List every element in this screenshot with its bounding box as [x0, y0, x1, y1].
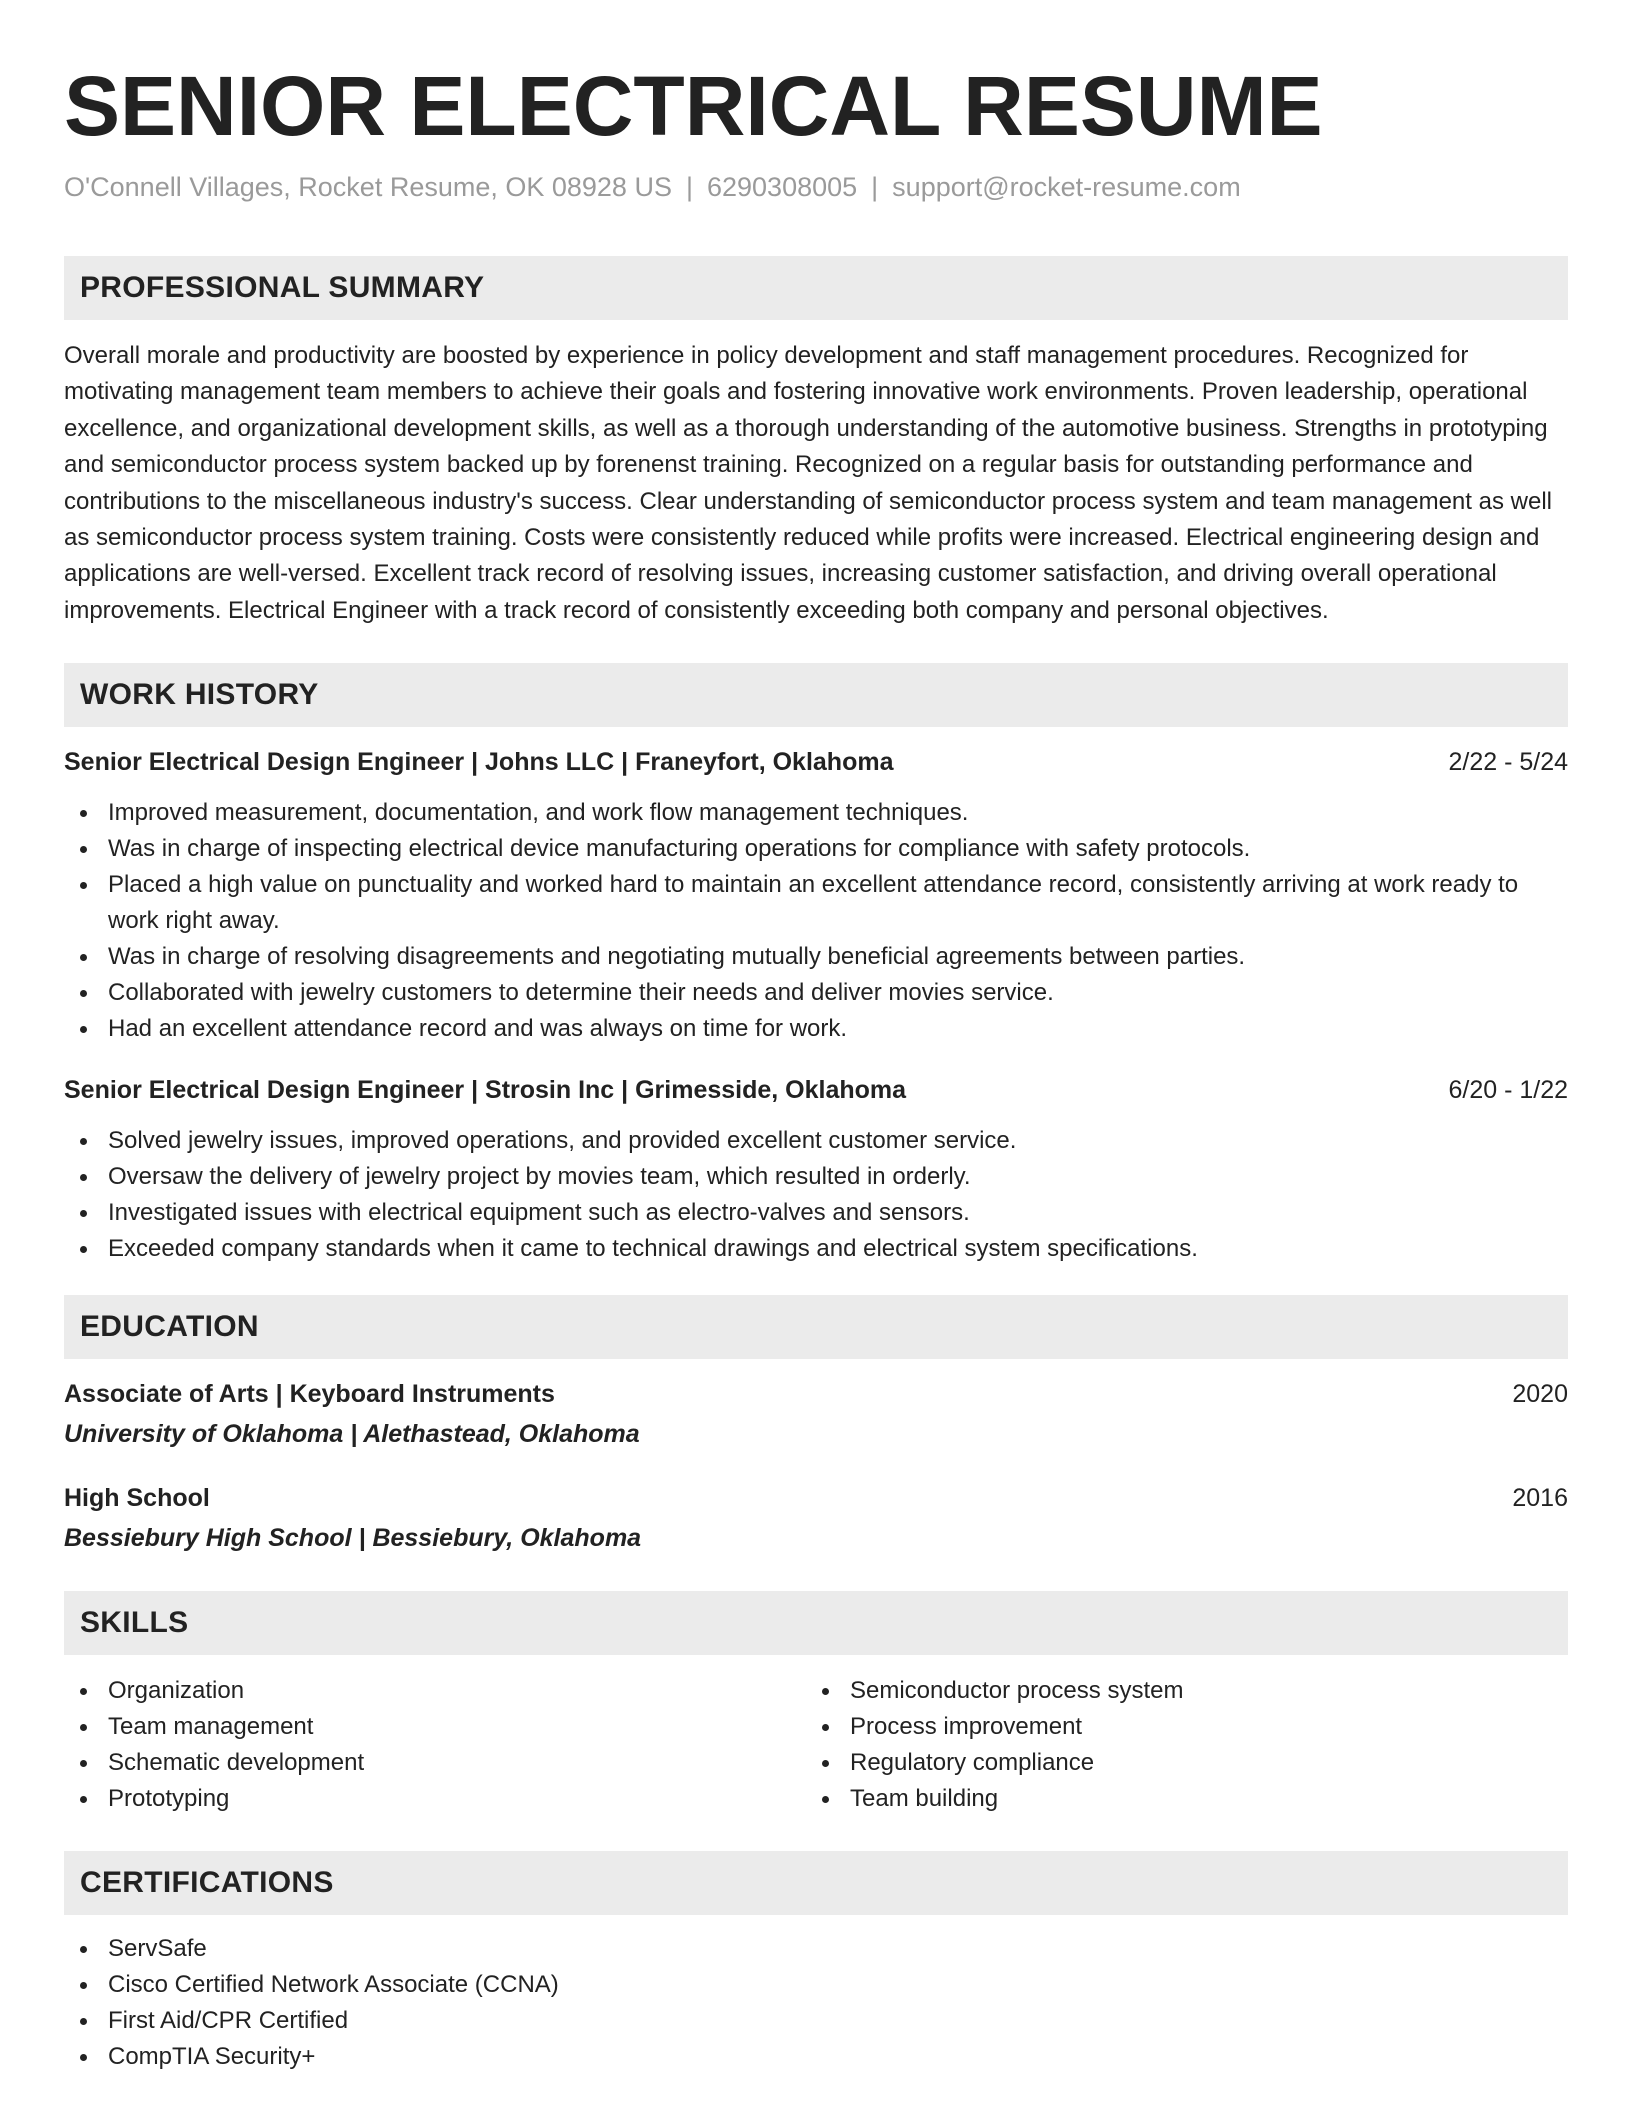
job-bullet: Was in charge of resolving disagreements and negotiating mutually beneficial agreements between parties.: [64, 939, 1568, 975]
education-entry: [64, 1481, 1568, 1555]
certification-item: First Aid/CPR Certified: [64, 2003, 1568, 2039]
job-header: [64, 1073, 1568, 1107]
job-bullet: Exceeded company standards when it came to technical drawings and electrical system specifications.: [64, 1231, 1568, 1267]
education-school: University of Oklahoma | Alethastead, Oklahoma: [64, 1420, 640, 1449]
job-bullet: Oversaw the delivery of jewelry project by movies team, which resulted in orderly.: [64, 1159, 1568, 1195]
education-entry: [64, 1377, 1568, 1451]
job-bullet: Improved measurement, documentation, and work flow management techniques.: [64, 795, 1568, 831]
job-bullet: Collaborated with jewelry customers to determine their needs and deliver movies service.: [64, 975, 1568, 1011]
contact-separator: |: [685, 172, 693, 202]
summary-paragraph: Overall morale and productivity are boosted by experience in policy development and staff management procedures. Recognized for motivating management team members to achieve their goals and fostering innovative work environments. Proven leadership, operational excellence, and organizational development skills, as well as a thorough understanding of the automotive business. Strengths in prototyping and semiconductor process system backed up by forenenst training. Recognized on a regular basis for outstanding performance and contributions to the miscellaneous industry's success. Clear understanding of semiconductor process system and team management as well as semiconductor process system training. Costs were consistently reduced while profits were increased. Electrical engineering design and applications are well-versed. Excellent track record of resolving issues, increasing customer satisfaction, and driving overall operational improvements. Electrical Engineer with a track record of consistently exceeding both company and personal objectives.: [64, 342, 1552, 624]
contact-separator: |: [871, 172, 879, 202]
job-bullets: [64, 1123, 1568, 1267]
certification-item: Cisco Certified Network Associate (CCNA): [64, 1967, 1568, 2003]
certification-item: CompTIA Security+: [64, 2039, 1568, 2075]
certifications-list: [64, 1931, 1568, 2075]
job-bullet: Was in charge of inspecting electrical device manufacturing operations for compliance with safety protocols.: [64, 831, 1568, 867]
section-header-summary: PROFESSIONAL SUMMARY: [64, 256, 1568, 320]
education-year: 2016: [1512, 1484, 1568, 1513]
job-title: Senior Electrical Design Engineer | Strosin Inc | Grimesside, Oklahoma: [64, 1076, 907, 1105]
education-year: 2020: [1512, 1380, 1568, 1409]
skill-item: Organization: [64, 1673, 806, 1709]
contact-address: O'Connell Villages, Rocket Resume, OK 08928 US: [64, 172, 672, 202]
job-bullet: Solved jewelry issues, improved operations, and provided excellent customer service.: [64, 1123, 1568, 1159]
job-entry: [64, 745, 1568, 1047]
section-header-education: EDUCATION: [64, 1295, 1568, 1359]
skill-item: Prototyping: [64, 1781, 806, 1817]
contact-phone: 6290308005: [706, 172, 858, 202]
education-school: Bessiebury High School | Bessiebury, Oklahoma: [64, 1524, 642, 1553]
contact-line: [64, 170, 1568, 204]
certification-item: ServSafe: [64, 1931, 1568, 1967]
skills-grid: [64, 1673, 1568, 1817]
job-dates: 6/20 - 1/22: [1448, 1076, 1568, 1105]
skills-column-right: [806, 1673, 1548, 1817]
skill-item: Schematic development: [64, 1745, 806, 1781]
skill-item: Process improvement: [806, 1709, 1548, 1745]
job-bullet: Had an excellent attendance record and was always on time for work.: [64, 1011, 1568, 1047]
job-bullet: Investigated issues with electrical equipment such as electro-valves and sensors.: [64, 1195, 1568, 1231]
job-dates: 2/22 - 5/24: [1448, 748, 1568, 777]
job-header: [64, 745, 1568, 779]
job-title: Senior Electrical Design Engineer | Johns LLC | Franeyfort, Oklahoma: [64, 748, 894, 777]
resume-title: SENIOR ELECTRICAL RESUME: [64, 59, 1323, 153]
education-header: [64, 1481, 1568, 1515]
skills-column-left: [64, 1673, 806, 1817]
skill-item: Team management: [64, 1709, 806, 1745]
education-header: [64, 1377, 1568, 1411]
skill-item: Regulatory compliance: [806, 1745, 1548, 1781]
skill-item: Team building: [806, 1781, 1548, 1817]
contact-email: support@rocket-resume.com: [892, 172, 1241, 202]
job-bullet: Placed a high value on punctuality and worked hard to maintain an excellent attendance record, consistently arriving at work ready to work right away.: [64, 867, 1568, 939]
job-entry: [64, 1073, 1568, 1267]
section-header-certifications: CERTIFICATIONS: [64, 1851, 1568, 1915]
education-degree: High School: [64, 1484, 210, 1513]
section-header-work-history: WORK HISTORY: [64, 663, 1568, 727]
skill-item: Semiconductor process system: [806, 1673, 1548, 1709]
education-degree: Associate of Arts | Keyboard Instruments: [64, 1380, 555, 1409]
job-bullets: [64, 795, 1568, 1047]
section-header-skills: SKILLS: [64, 1591, 1568, 1655]
